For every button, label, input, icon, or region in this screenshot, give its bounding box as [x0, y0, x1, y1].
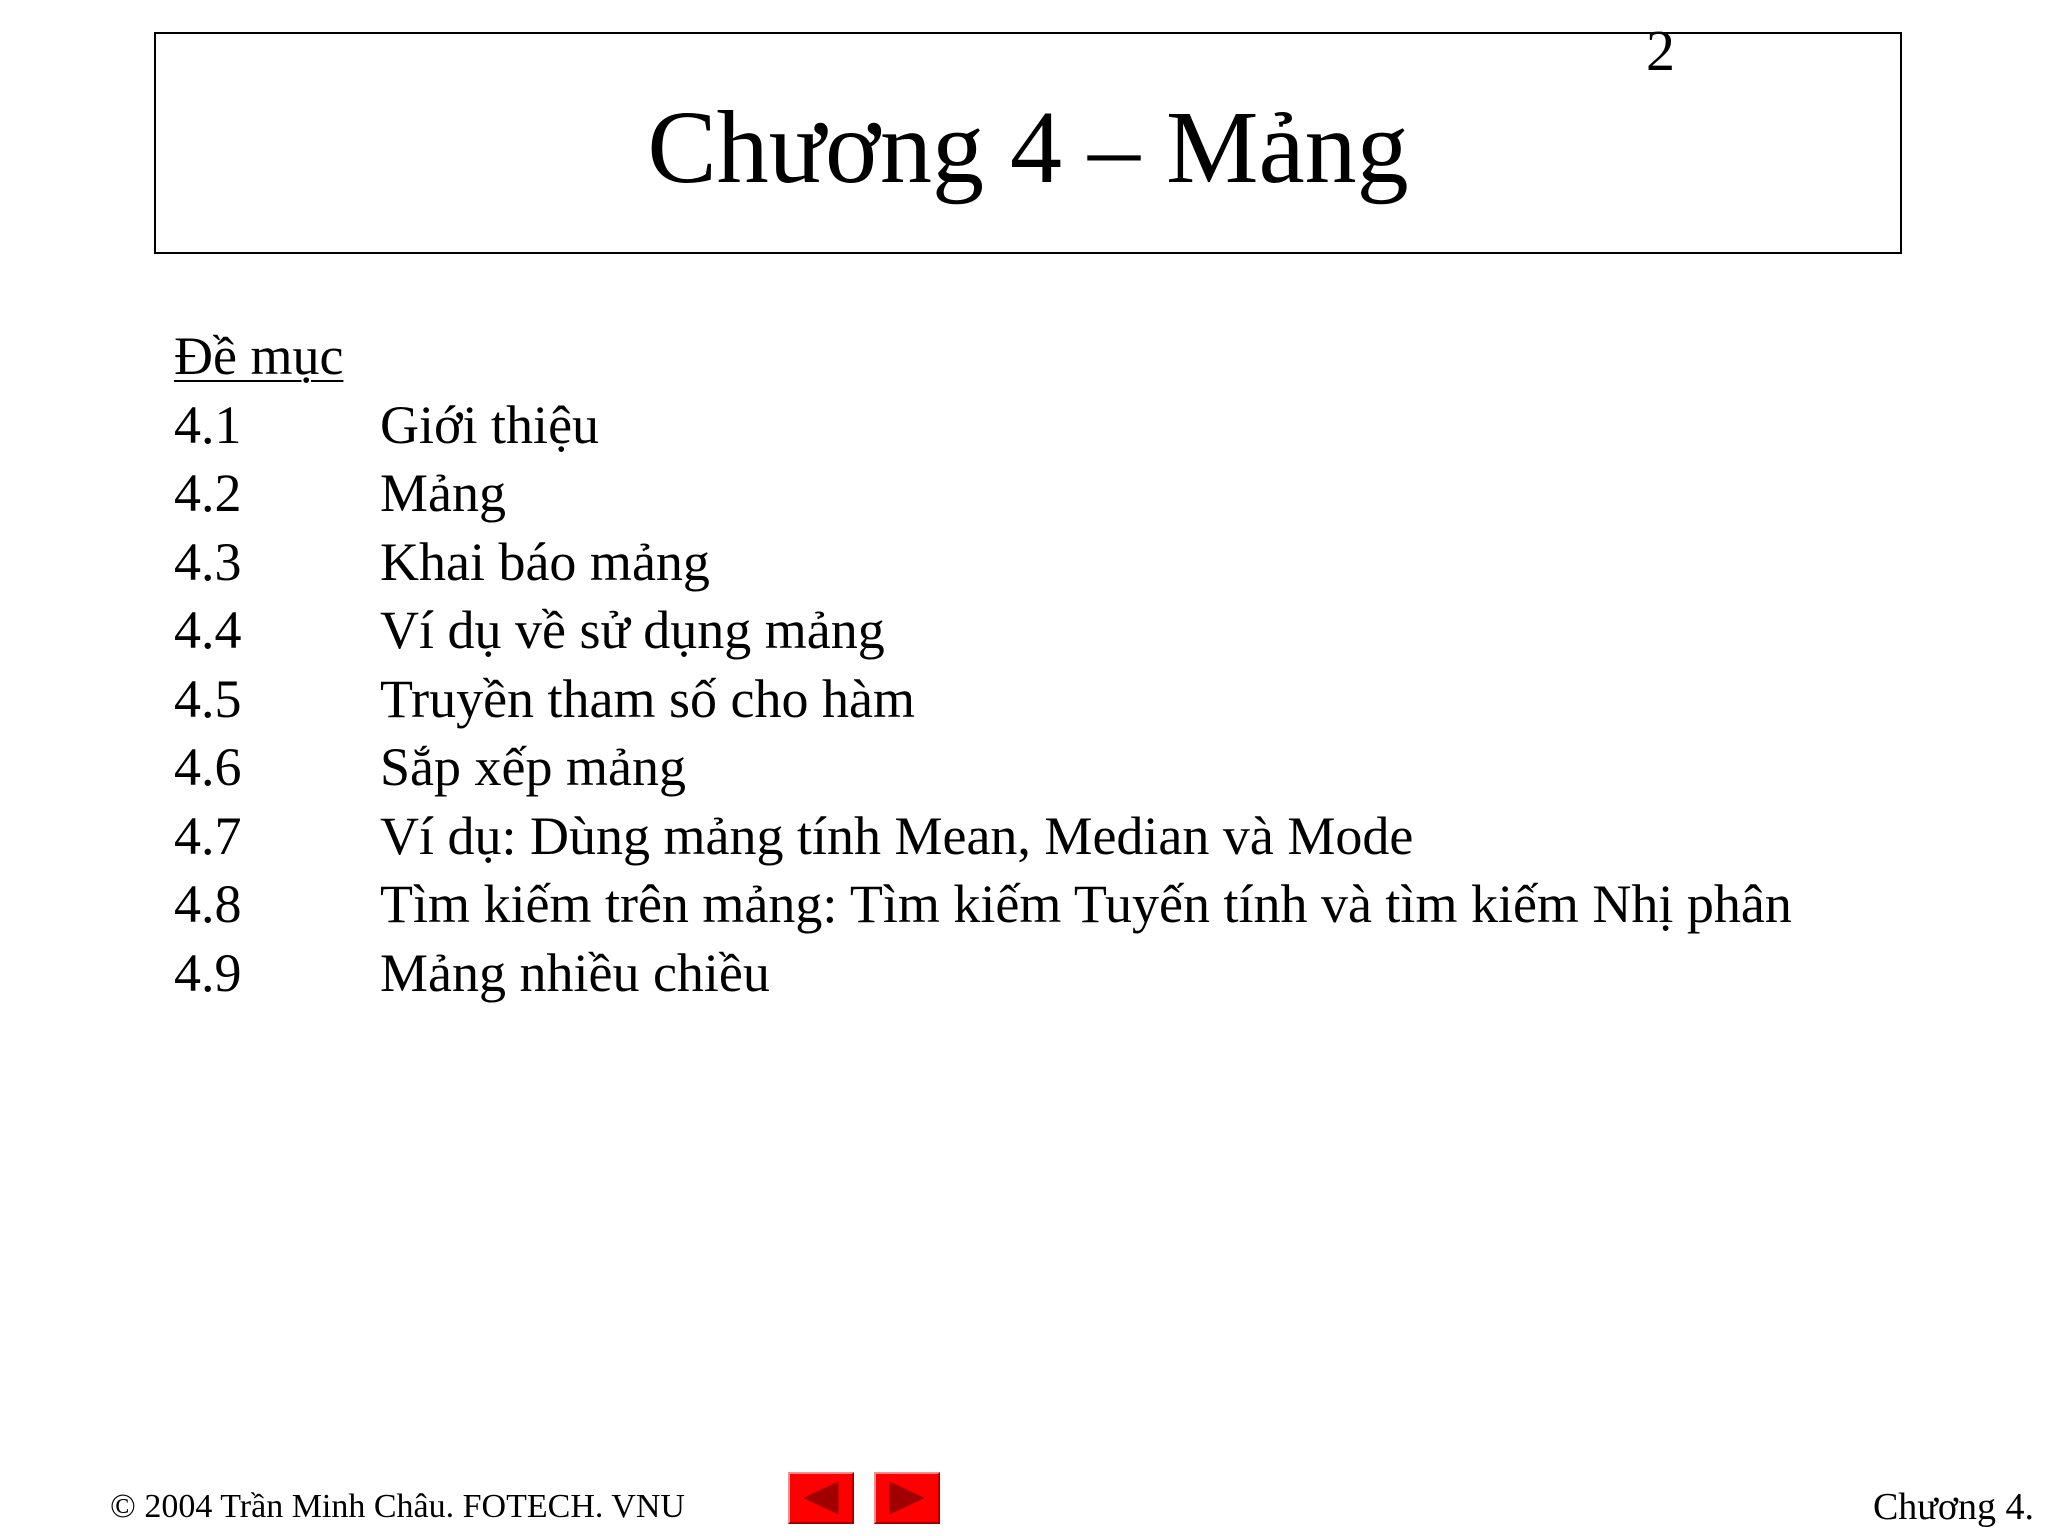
toc-item-number: 4.4 [174, 600, 242, 660]
toc-item [174, 596, 1792, 665]
toc-item [174, 802, 1792, 871]
toc-item [174, 939, 1792, 1008]
next-slide-button[interactable] [874, 1472, 940, 1524]
triangle-right-icon [876, 1474, 938, 1522]
toc-item [174, 391, 1792, 460]
toc-item-label: Ví dụ về sử dụng mảng [380, 600, 885, 660]
toc-item [174, 733, 1792, 802]
toc-item-label: Mảng [380, 463, 506, 523]
title-box [154, 32, 1902, 254]
toc-heading: Đề mục [174, 326, 344, 386]
toc-item-number: 4.9 [174, 942, 242, 1003]
toc-item-label: Mảng nhiều chiều [380, 942, 770, 1003]
toc-item-label: Tìm kiếm trên mảng: Tìm kiếm Tuyến tính và tìm kiếm Nhị phân [380, 874, 1792, 934]
toc-item-number: 4.8 [174, 874, 242, 934]
toc-item [174, 870, 1792, 939]
toc-item-label: Giới thiệu [380, 394, 600, 455]
footer-copyright: © 2004 Trần Minh Châu. FOTECH. VNU [110, 1488, 685, 1525]
toc-item-label: Sắp xếp mảng [380, 737, 686, 797]
slide-number: 2 [1646, 18, 1675, 83]
toc-item-number: 4.2 [174, 463, 242, 523]
toc-item-label: Khai báo mảng [380, 531, 710, 592]
toc-item [174, 459, 1792, 528]
slide-title: Chương 4 – Mảng [647, 90, 1409, 205]
toc-item-number: 4.1 [174, 394, 242, 455]
toc-item-number: 4.3 [174, 531, 242, 592]
toc-item-number: 4.5 [174, 668, 242, 729]
footer-chapter: Chương 4. [1872, 1486, 2034, 1528]
triangle-left-icon [790, 1474, 852, 1522]
toc-item-number: 4.6 [174, 737, 242, 797]
previous-slide-button[interactable] [788, 1472, 854, 1524]
toc-item-number: 4.7 [174, 805, 242, 866]
toc-item-label: Truyền tham số cho hàm [380, 668, 915, 729]
toc-item [174, 528, 1792, 597]
toc-item [174, 665, 1792, 734]
toc-item-label: Ví dụ: Dùng mảng tính Mean, Median và Mode [380, 805, 1414, 866]
table-of-contents [174, 322, 1792, 1007]
